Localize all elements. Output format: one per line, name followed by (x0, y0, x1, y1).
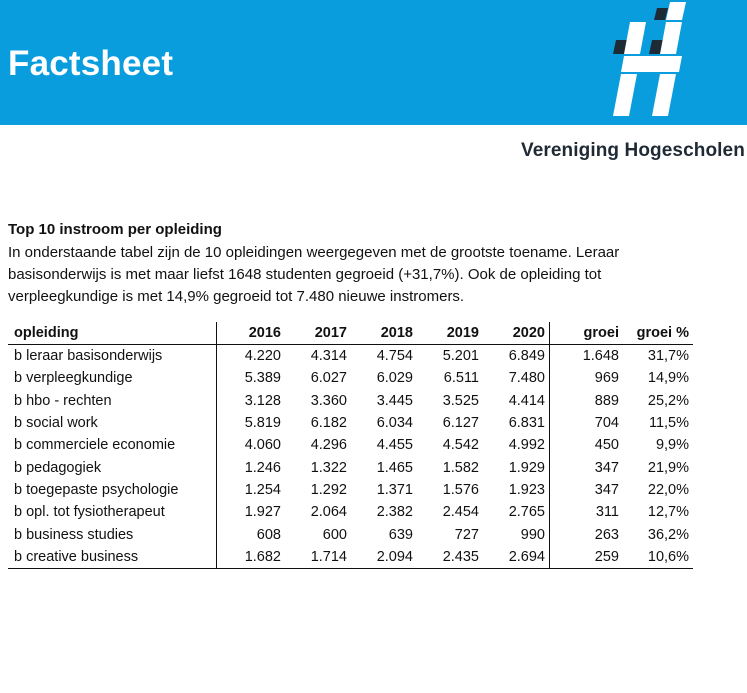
cell-2018: 6.034 (376, 415, 413, 432)
cell-groei-pct: 14,9% (647, 370, 689, 387)
table-row (8, 412, 693, 434)
cell-opleiding: b verpleegkundige (14, 370, 133, 387)
cell-2016: 1.254 (217, 479, 282, 501)
cell-opleiding: b pedagogiek (14, 459, 102, 476)
cell-opleiding: b opl. tot fysiotherapeut (14, 504, 165, 521)
cell-2018: 6.029 (376, 370, 413, 387)
cell-groei: 259 (550, 546, 624, 569)
cell-2017: 4.296 (310, 437, 347, 454)
cell-2020: 6.831 (508, 415, 545, 432)
cell-2020: 2.694 (479, 546, 550, 569)
cell-2016: 1.246 (217, 456, 282, 478)
cell-groei-pct: 21,9% (647, 459, 689, 476)
logo-white-top (666, 2, 686, 20)
table-header-row (8, 322, 693, 345)
column-header-2017: 2017 (281, 322, 347, 345)
table-row (8, 345, 693, 368)
cell-opleiding: b commerciele economie (14, 437, 176, 454)
cell-groei: 311 (550, 501, 624, 523)
cell-2019: 6.511 (443, 370, 479, 387)
cell-2017: 4.314 (310, 348, 347, 365)
cell-2017: 6.182 (310, 415, 347, 432)
column-header-groei: groei (550, 322, 624, 345)
cell-opleiding: b toegepaste psychologie (14, 481, 179, 498)
cell-2018: 3.445 (376, 392, 413, 409)
table-row (8, 479, 693, 501)
cell-groei-pct: 22,0% (647, 481, 689, 498)
column-header-2019: 2019 (413, 322, 479, 345)
cell-opleiding: b creative business (8, 546, 217, 569)
cell-groei: 969 (550, 367, 624, 389)
cell-groei: 347 (550, 456, 624, 478)
cell-groei: 1.648 (550, 345, 624, 368)
cell-groei: 263 (550, 523, 624, 545)
cell-2020: 6.849 (508, 348, 545, 365)
cell-2020: 1.929 (508, 459, 545, 476)
logo-white-left-upper (624, 22, 646, 54)
logo-white-bar (621, 56, 682, 72)
column-header-2018: 2018 (347, 322, 413, 345)
cell-2018: 1.465 (376, 459, 413, 476)
cell-2017: 2.064 (310, 504, 347, 521)
cell-2019: 1.576 (442, 481, 479, 498)
cell-2018: 1.371 (376, 481, 413, 498)
column-header-groei-pct: groei % (623, 322, 693, 345)
column-header-2020: 2020 (479, 322, 550, 345)
cell-2019: 6.127 (442, 415, 479, 432)
cell-groei-pct: 12,7% (647, 504, 689, 521)
table-row (8, 390, 693, 412)
table-row (8, 367, 693, 389)
table-row (8, 546, 693, 569)
instroom-table (8, 322, 693, 569)
cell-2016: 5.389 (217, 367, 282, 389)
cell-2020: 2.765 (508, 504, 545, 521)
cell-2016: 1.682 (217, 546, 282, 569)
cell-2017: 6.027 (310, 370, 347, 387)
cell-groei-pct: 36,2% (647, 526, 689, 543)
cell-2019: 2.454 (442, 504, 479, 521)
cell-2017: 600 (322, 526, 347, 543)
page-title: Factsheet (8, 44, 174, 83)
section-title: Top 10 instroom per opleiding (8, 221, 222, 238)
logo-dark-block-top (654, 8, 668, 20)
cell-2018: 2.094 (347, 546, 413, 569)
cell-2017: 1.292 (310, 481, 347, 498)
logo-white-right-lower (652, 74, 676, 116)
hogescholen-logo-icon (600, 0, 690, 140)
cell-opleiding: b leraar basisonderwijs (14, 348, 163, 365)
cell-groei-pct: 11,5% (648, 415, 689, 432)
cell-2017: 3.360 (310, 392, 347, 409)
cell-groei-pct: 10,6% (623, 546, 693, 569)
column-header-opleiding: opleiding (8, 322, 217, 345)
intro-paragraph: In onderstaande tabel zijn de 10 opleidingen weergegeven met de grootste toename. Leraar basisonderwijs is met maar liefst 1648 studenten gegroeid (+31,7%). Ook de opleiding tot verpleegkundige is met 14,9% gegroeid tot 7.480 nieuwe instromers. (8, 244, 620, 305)
cell-opleiding: b hbo - rechten (14, 392, 112, 409)
table-row (8, 523, 693, 545)
cell-2020: 1.923 (508, 481, 545, 498)
cell-2018: 639 (388, 526, 413, 543)
cell-2019: 1.582 (442, 459, 479, 476)
cell-2016: 4.060 (217, 434, 282, 456)
cell-2018: 2.382 (376, 504, 413, 521)
cell-2019: 4.542 (442, 437, 479, 454)
cell-groei-pct: 31,7% (647, 348, 689, 365)
cell-groei-pct: 25,2% (647, 392, 689, 409)
cell-2016: 3.128 (217, 390, 282, 412)
cell-2016: 1.927 (217, 501, 282, 523)
logo-white-right-upper (660, 22, 682, 54)
column-header-2016: 2016 (217, 322, 282, 345)
cell-groei: 347 (550, 479, 624, 501)
table-row (8, 434, 693, 456)
cell-2019: 2.435 (413, 546, 479, 569)
cell-2017: 1.322 (310, 459, 347, 476)
cell-2020: 7.480 (508, 370, 545, 387)
cell-2020: 990 (520, 526, 545, 543)
cell-2018: 4.455 (376, 437, 413, 454)
cell-2019: 3.525 (442, 392, 479, 409)
cell-groei-pct: 9,9% (655, 437, 689, 454)
table-row (8, 501, 693, 523)
cell-groei: 450 (550, 434, 624, 456)
organization-name: Vereniging Hogescholen (521, 140, 745, 161)
cell-opleiding: b business studies (14, 526, 134, 543)
cell-groei: 704 (550, 412, 624, 434)
cell-2019: 727 (454, 526, 479, 543)
table-row (8, 456, 693, 478)
cell-groei: 889 (550, 390, 624, 412)
cell-2020: 4.414 (508, 392, 545, 409)
logo-white-left-lower (613, 74, 637, 116)
cell-2016: 5.819 (217, 412, 282, 434)
cell-2019: 5.201 (442, 348, 479, 365)
cell-2020: 4.992 (508, 437, 545, 454)
cell-2016: 608 (217, 523, 282, 545)
cell-2017: 1.714 (281, 546, 347, 569)
cell-2018: 4.754 (376, 348, 413, 365)
cell-opleiding: b social work (14, 415, 98, 432)
cell-2016: 4.220 (217, 345, 282, 368)
